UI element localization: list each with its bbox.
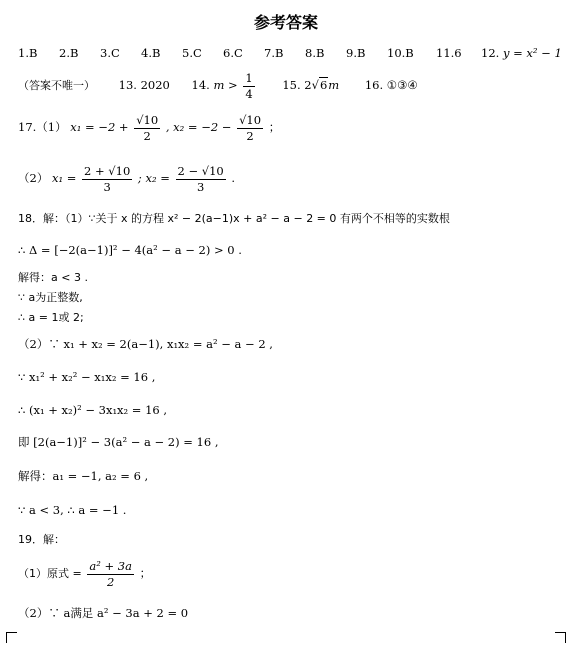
answer-15-label: 15. [282,78,301,93]
q17-part2-end: . [231,171,236,186]
q17-part2-x2: ; x₂ = [137,171,170,186]
answer-9: 9.B [346,46,366,60]
answer-14-denominator: 4 [245,86,253,101]
q17-f2-den: 2 [246,128,254,143]
answer-12-label: 12. [481,46,500,60]
q17-part2-label: （2） [18,171,49,186]
note-not-unique: （答案不唯一） [18,79,95,93]
answer-14-fraction [243,72,254,100]
answer-12 [481,46,562,60]
q17-end: ； [268,120,281,135]
q17-part2-f1-den: 3 [103,179,111,194]
answer-10: 10.B [387,46,414,60]
answer-8: 8.B [305,46,325,60]
answer-6: 6.C [223,46,243,60]
answer-15-coef: 2 [304,78,312,93]
answer-15-radicand: 6 [319,78,328,93]
answer-5: 5.C [182,46,202,60]
q17-part2-f2-den: 3 [196,179,205,194]
q18-line-5: ∴ a = 1或 2; [18,311,84,324]
q17-part1 [18,114,280,142]
q18-line-8: ∴ (x₁ + x₂)² − 3x₁x₂ = 16 , [18,403,168,417]
q17-part2-f1-num: 2 + √10 [84,164,131,178]
q18-line-4: ∵ a为正整数, [18,291,83,304]
q18-line-6: （2）∵ x₁ + x₂ = 2(a−1), x₁x₂ = a² − a − 2 , [18,337,273,351]
q18-line-7: ∵ x₁² + x₂² − x₁x₂ = 16 , [18,370,156,384]
answer-12-expr: y = x² − 1 [502,46,562,60]
answer-2: 2.B [59,46,79,60]
answer-3: 3.C [100,46,120,60]
crop-mark-right [555,632,566,643]
q17-x2: , x₂ = −2 − [165,120,232,135]
answer-4: 4.B [141,46,161,60]
q17-f2-num: √10 [239,113,262,127]
answer-14-expr: m > [213,78,238,93]
sqrt-sign: √ [311,78,319,93]
q17-label: 17.（1） [18,120,67,135]
q19-line-1: 19．解： [18,533,65,546]
q17-fraction-2 [237,114,263,142]
answer-14-label: 14. [191,78,210,93]
answer-7: 7.B [264,46,284,60]
q17-f1-num: √10 [136,113,159,127]
q19-part2: （2）∵ a满足 a² − 3a + 2 = 0 [18,606,189,620]
answer-1: 1.B [18,46,38,60]
q18-line-9: 即 [2(a−1)]² − 3(a² − a − 2) = 16 , [18,435,219,449]
q19-fraction [87,560,134,588]
q19-fraction-num: a² + 3a [89,559,132,573]
q17-part2 [18,165,235,193]
answer-14-numerator: 1 [245,71,253,85]
crop-mark-left [6,632,17,643]
answer-13: 13. 2020 [118,78,170,93]
q18-line-10: 解得：a₁ = −1, a₂ = 6 , [18,469,149,483]
answer-15-var: m [328,78,340,93]
q19-fraction-den: 2 [107,574,115,589]
answer-11: 11.6 [436,46,462,60]
q17-part2-fraction-1 [82,165,132,193]
q19-part1-end: ； [139,566,152,581]
page-title: 参考答案 [253,13,318,32]
q17-x1: x₁ = −2 + [70,120,129,135]
q18-line-2: ∴ Δ = [−2(a−1)]² − 4(a² − a − 2) > 0 . [18,243,242,257]
answer-16: 16. ①③④ [364,78,418,93]
q17-f1-den: 2 [143,128,151,143]
q18-line-3: 解得：a < 3 . [18,271,88,284]
answers-row-2 [18,72,418,100]
q18-line-11: ∵ a < 3, ∴ a = −1 . [18,503,127,517]
q18-line-1: 18．解：（1）∵关于 x 的方程 x² − 2(a−1)x + a² − a − 2 = 0 有两个不相等的实数根 [18,212,450,225]
q19-part1-label: （1）原式 = [18,567,82,581]
q19-part1 [18,560,151,588]
q17-part2-f2-num: 2 − √10 [177,164,224,178]
q17-part2-fraction-2 [176,165,226,193]
q17-part2-x1: x₁ = [51,171,77,186]
q17-fraction-1 [134,114,160,142]
